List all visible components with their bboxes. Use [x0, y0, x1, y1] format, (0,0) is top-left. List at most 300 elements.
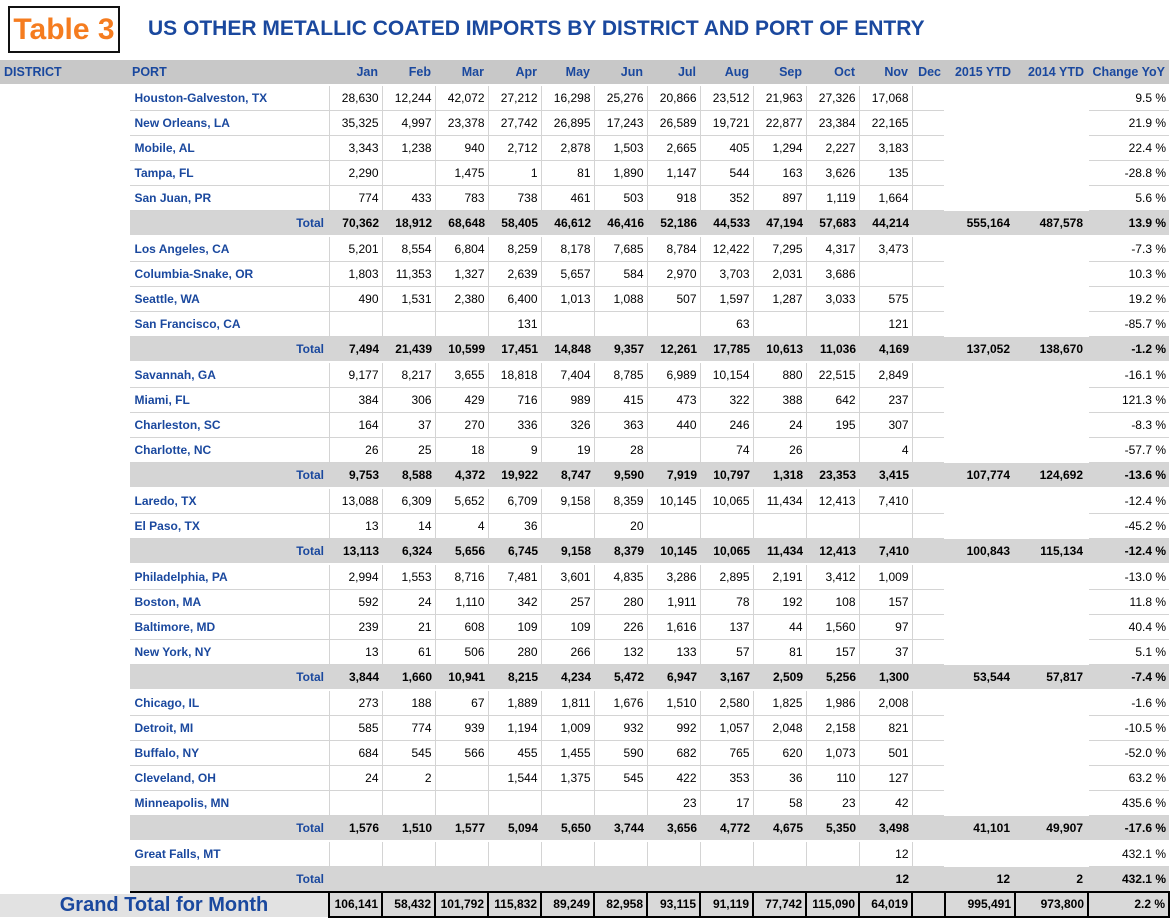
month-value-cell: 78	[700, 590, 753, 615]
month-total-cell: 5,094	[488, 816, 541, 842]
month-total-cell: 1,577	[435, 816, 488, 842]
month-value-cell: 19,721	[700, 111, 753, 136]
month-total-cell	[912, 816, 945, 842]
month-value-cell: 17,243	[594, 111, 647, 136]
port-row	[0, 615, 1169, 640]
month-value-cell: 1,676	[594, 690, 647, 716]
grand-month-cell: 64,019	[859, 892, 912, 917]
column-header-apr: Apr	[488, 60, 541, 85]
month-value-cell: 18,818	[488, 362, 541, 388]
month-value-cell: 12,422	[700, 236, 753, 262]
change-yoy-cell: 5.6 %	[1088, 186, 1169, 211]
ytd-2015-cell: 2,708	[945, 413, 1015, 438]
month-value-cell	[912, 262, 945, 287]
month-total-cell: 4,372	[435, 463, 488, 489]
ytd-2014-total-cell: 49,907	[1015, 816, 1088, 842]
month-value-cell: 306	[382, 388, 435, 413]
month-value-cell: 1,057	[700, 716, 753, 741]
month-total-cell: 52,186	[647, 211, 700, 237]
month-value-cell: 23	[806, 791, 859, 816]
port-name-cell: Miami, FL	[128, 388, 329, 413]
change-yoy-cell: -12.4 %	[1088, 488, 1169, 514]
month-value-cell	[912, 716, 945, 741]
month-value-cell: 127	[859, 766, 912, 791]
month-value-cell: 429	[435, 388, 488, 413]
month-value-cell: 10,154	[700, 362, 753, 388]
month-value-cell: 363	[594, 413, 647, 438]
month-value-cell: 592	[329, 590, 382, 615]
port-name-cell: Philadelphia, PA	[128, 564, 329, 590]
month-value-cell: 684	[329, 741, 382, 766]
month-value-cell	[329, 312, 382, 337]
month-value-cell: 1,088	[594, 287, 647, 312]
month-value-cell: 2,290	[329, 161, 382, 186]
month-total-cell: 12	[859, 867, 912, 893]
port-name-cell: Buffalo, NY	[128, 741, 329, 766]
ytd-2014-cell: 118,481	[1015, 362, 1088, 388]
month-value-cell: 682	[647, 741, 700, 766]
month-total-cell	[647, 867, 700, 893]
month-value-cell: 157	[859, 590, 912, 615]
month-value-cell: 473	[647, 388, 700, 413]
ytd-2015-cell: 250,316	[945, 111, 1015, 136]
month-value-cell: 97	[859, 615, 912, 640]
month-total-cell: 6,324	[382, 539, 435, 565]
district-cell: Great Lakes	[0, 690, 128, 841]
grand-total-row	[0, 892, 1169, 917]
ytd-2015-cell: 41,975	[945, 564, 1015, 590]
month-value-cell	[753, 841, 806, 867]
month-value-cell: 716	[488, 388, 541, 413]
month-total-cell	[912, 211, 945, 237]
month-total-cell	[912, 867, 945, 893]
month-value-cell: 501	[859, 741, 912, 766]
month-value-cell: 20,866	[647, 85, 700, 111]
change-yoy-cell: -16.1 %	[1088, 362, 1169, 388]
month-value-cell: 1,009	[541, 716, 594, 741]
month-value-cell: 11,434	[753, 488, 806, 514]
month-value-cell: 590	[594, 741, 647, 766]
ytd-2014-cell: 15,936	[1015, 161, 1088, 186]
month-total-cell: 4,169	[859, 337, 912, 363]
month-value-cell: 3,601	[541, 564, 594, 590]
month-value-cell: 20	[594, 514, 647, 539]
ytd-2015-cell: 315	[945, 312, 1015, 337]
month-value-cell: 273	[329, 690, 382, 716]
month-value-cell: 322	[700, 388, 753, 413]
grand-change-yoy-cell: 2.2 %	[1088, 892, 1169, 917]
month-total-cell: 10,941	[435, 665, 488, 691]
month-value-cell: 25,276	[594, 85, 647, 111]
month-value-cell	[912, 640, 945, 665]
month-value-cell: 58	[753, 791, 806, 816]
month-value-cell	[806, 312, 859, 337]
ytd-2015-cell: 7,936	[945, 741, 1015, 766]
change-yoy-cell: -57.7 %	[1088, 438, 1169, 463]
month-value-cell: 1,911	[647, 590, 700, 615]
month-value-cell: 503	[594, 186, 647, 211]
month-value-cell: 239	[329, 615, 382, 640]
month-value-cell	[594, 841, 647, 867]
month-value-cell: 25	[382, 438, 435, 463]
month-value-cell: 19	[541, 438, 594, 463]
month-value-cell: 897	[753, 186, 806, 211]
column-header-2015-ytd: 2015 YTD	[945, 60, 1015, 85]
port-name-cell: Baltimore, MD	[128, 615, 329, 640]
month-value-cell: 1,013	[541, 287, 594, 312]
month-value-cell: 188	[382, 690, 435, 716]
month-value-cell: 61	[382, 640, 435, 665]
month-value-cell: 2,712	[488, 136, 541, 161]
month-value-cell: 12,244	[382, 85, 435, 111]
month-value-cell: 8,359	[594, 488, 647, 514]
port-row	[0, 236, 1169, 262]
ytd-2014-cell: 87,348	[1015, 236, 1088, 262]
month-value-cell	[912, 564, 945, 590]
ytd-2015-cell: 12,509	[945, 716, 1015, 741]
month-value-cell	[382, 312, 435, 337]
month-value-cell: 6,309	[382, 488, 435, 514]
grand-month-cell: 106,141	[329, 892, 382, 917]
month-value-cell	[912, 186, 945, 211]
month-value-cell	[488, 841, 541, 867]
ytd-2014-cell: 239,744	[1015, 85, 1088, 111]
ytd-2015-cell: 22,389	[945, 136, 1015, 161]
month-total-cell: 8,215	[488, 665, 541, 691]
month-value-cell: 3,686	[806, 262, 859, 287]
month-value-cell: 8,217	[382, 362, 435, 388]
month-value-cell: 81	[753, 640, 806, 665]
ytd-2015-cell: 19,901	[945, 287, 1015, 312]
ytd-2015-total-cell: 12	[945, 867, 1015, 893]
port-name-cell: San Juan, PR	[128, 186, 329, 211]
month-total-cell: 46,612	[541, 211, 594, 237]
month-total-cell: 5,656	[435, 539, 488, 565]
month-value-cell: 1,009	[859, 564, 912, 590]
month-total-cell: 11,434	[753, 539, 806, 565]
month-value-cell	[594, 791, 647, 816]
month-value-cell: 765	[700, 741, 753, 766]
month-value-cell	[912, 85, 945, 111]
ytd-2015-cell: 99,442	[945, 362, 1015, 388]
ytd-2015-cell: 100,743	[945, 488, 1015, 514]
month-value-cell: 22,515	[806, 362, 859, 388]
month-value-cell	[647, 312, 700, 337]
month-total-cell: 1,510	[382, 816, 435, 842]
total-label-cell: Total	[128, 539, 329, 565]
month-total-cell: 13,113	[329, 539, 382, 565]
month-total-cell: 3,744	[594, 816, 647, 842]
ytd-2015-cell: 88	[945, 514, 1015, 539]
month-value-cell	[435, 841, 488, 867]
month-total-cell: 23,353	[806, 463, 859, 489]
month-value-cell: 131	[488, 312, 541, 337]
month-value-cell: 27,742	[488, 111, 541, 136]
grand-month-cell: 115,090	[806, 892, 859, 917]
month-value-cell: 774	[329, 186, 382, 211]
grand-month-cell: 58,432	[382, 892, 435, 917]
district-total-row	[0, 211, 1169, 237]
month-total-cell: 7,494	[329, 337, 382, 363]
month-value-cell: 461	[541, 186, 594, 211]
month-value-cell: 110	[806, 766, 859, 791]
change-yoy-cell: 432.1 %	[1088, 841, 1169, 867]
column-header-jan: Jan	[329, 60, 382, 85]
month-value-cell: 163	[753, 161, 806, 186]
month-value-cell: 109	[541, 615, 594, 640]
month-total-cell: 8,379	[594, 539, 647, 565]
month-total-cell: 4,772	[700, 816, 753, 842]
month-value-cell: 940	[435, 136, 488, 161]
month-value-cell: 1	[488, 161, 541, 186]
column-header-change-yoy: Change YoY	[1088, 60, 1169, 85]
district-cell: Atlantic North	[0, 564, 128, 690]
month-value-cell: 13	[329, 514, 382, 539]
month-total-cell	[541, 867, 594, 893]
port-row	[0, 590, 1169, 615]
month-value-cell: 8,716	[435, 564, 488, 590]
month-value-cell: 4,317	[806, 236, 859, 262]
port-row	[0, 716, 1169, 741]
column-header-row	[0, 60, 1169, 85]
month-value-cell: 7,481	[488, 564, 541, 590]
month-total-cell: 6,745	[488, 539, 541, 565]
change-yoy-cell: -8.3 %	[1088, 413, 1169, 438]
month-value-cell: 17	[700, 791, 753, 816]
grand-month-cell: 115,832	[488, 892, 541, 917]
month-value-cell: 1,664	[859, 186, 912, 211]
month-total-cell: 9,590	[594, 463, 647, 489]
ytd-2014-cell: 13,981	[1015, 716, 1088, 741]
month-value-cell: 342	[488, 590, 541, 615]
month-value-cell: 544	[700, 161, 753, 186]
month-value-cell: 2,380	[435, 287, 488, 312]
ytd-2015-total-cell: 53,544	[945, 665, 1015, 691]
port-row	[0, 640, 1169, 665]
column-header-feb: Feb	[382, 60, 435, 85]
month-total-cell: 3,844	[329, 665, 382, 691]
district-cell: Atlantic South	[0, 362, 128, 488]
ytd-2015-cell: 1,723	[945, 640, 1015, 665]
ytd-2015-cell: 11,353	[945, 161, 1015, 186]
month-total-cell: 57,683	[806, 211, 859, 237]
change-yoy-cell: -10.5 %	[1088, 716, 1169, 741]
month-value-cell: 6,709	[488, 488, 541, 514]
month-value-cell: 36	[488, 514, 541, 539]
ytd-2014-cell: 205,419	[1015, 111, 1088, 136]
port-row	[0, 564, 1169, 590]
ytd-2014-total-cell: 138,670	[1015, 337, 1088, 363]
month-value-cell: 1,560	[806, 615, 859, 640]
month-value-cell	[382, 791, 435, 816]
month-total-cell	[594, 867, 647, 893]
ytd-2014-cell: 32,411	[1015, 262, 1088, 287]
month-value-cell: 16,298	[541, 85, 594, 111]
port-row	[0, 388, 1169, 413]
month-total-cell: 9,753	[329, 463, 382, 489]
change-yoy-total-cell: -12.4 %	[1088, 539, 1169, 565]
month-total-cell: 44,214	[859, 211, 912, 237]
port-row	[0, 791, 1169, 816]
month-value-cell: 63	[700, 312, 753, 337]
month-value-cell	[382, 161, 435, 186]
ytd-2015-cell: 262,466	[945, 85, 1015, 111]
month-value-cell: 422	[647, 766, 700, 791]
ytd-2015-cell: 4,767	[945, 615, 1015, 640]
month-value-cell: 18	[435, 438, 488, 463]
month-total-cell: 5,350	[806, 816, 859, 842]
month-value-cell: 23,378	[435, 111, 488, 136]
month-value-cell: 2,849	[859, 362, 912, 388]
month-value-cell: 2,158	[806, 716, 859, 741]
month-value-cell	[859, 262, 912, 287]
month-total-cell	[806, 867, 859, 893]
month-total-cell	[488, 867, 541, 893]
port-row	[0, 111, 1169, 136]
month-value-cell: 280	[594, 590, 647, 615]
port-name-cell: Mobile, AL	[128, 136, 329, 161]
ytd-2015-total-cell: 107,774	[945, 463, 1015, 489]
month-total-cell	[435, 867, 488, 893]
month-value-cell: 6,804	[435, 236, 488, 262]
month-value-cell: 3,183	[859, 136, 912, 161]
month-value-cell: 28,630	[329, 85, 382, 111]
month-value-cell: 3,626	[806, 161, 859, 186]
month-value-cell: 7,410	[859, 488, 912, 514]
month-value-cell: 270	[435, 413, 488, 438]
month-value-cell: 44	[753, 615, 806, 640]
ytd-2014-total-cell: 124,692	[1015, 463, 1088, 489]
month-value-cell: 2,665	[647, 136, 700, 161]
month-value-cell	[912, 236, 945, 262]
port-name-cell: El Paso, TX	[128, 514, 329, 539]
month-value-cell: 1,475	[435, 161, 488, 186]
month-value-cell: 918	[647, 186, 700, 211]
month-value-cell: 1,119	[806, 186, 859, 211]
ytd-2015-cell: 5,301	[945, 388, 1015, 413]
port-name-cell: Savannah, GA	[128, 362, 329, 388]
month-value-cell: 9,177	[329, 362, 382, 388]
month-value-cell	[912, 438, 945, 463]
month-value-cell	[329, 791, 382, 816]
month-value-cell: 135	[859, 161, 912, 186]
month-value-cell: 2,878	[541, 136, 594, 161]
month-value-cell: 545	[594, 766, 647, 791]
month-value-cell: 24	[382, 590, 435, 615]
change-yoy-cell: 11.8 %	[1088, 590, 1169, 615]
total-label-cell: Total	[128, 867, 329, 893]
grand-month-cell: 77,742	[753, 892, 806, 917]
change-yoy-total-cell: -13.6 %	[1088, 463, 1169, 489]
ytd-2014-total-cell: 57,817	[1015, 665, 1088, 691]
port-row	[0, 312, 1169, 337]
imports-table	[0, 60, 1170, 918]
month-total-cell: 1,318	[753, 463, 806, 489]
change-yoy-cell: 63.2 %	[1088, 766, 1169, 791]
district-cell: Mexican Border	[0, 488, 128, 564]
month-value-cell: 7,295	[753, 236, 806, 262]
ytd-2014-cell: 3,396	[1015, 615, 1088, 640]
month-total-cell	[382, 867, 435, 893]
month-value-cell	[488, 791, 541, 816]
month-total-cell: 1,576	[329, 816, 382, 842]
port-name-cell: New Orleans, LA	[128, 111, 329, 136]
month-value-cell: 12	[859, 841, 912, 867]
month-value-cell: 939	[435, 716, 488, 741]
month-value-cell: 3,473	[859, 236, 912, 262]
month-total-cell	[912, 539, 945, 565]
month-value-cell: 27,326	[806, 85, 859, 111]
month-total-cell: 17,451	[488, 337, 541, 363]
month-value-cell: 2,008	[859, 690, 912, 716]
month-value-cell: 415	[594, 388, 647, 413]
month-value-cell: 266	[541, 640, 594, 665]
port-row	[0, 85, 1169, 111]
month-value-cell: 157	[806, 640, 859, 665]
month-total-cell: 5,650	[541, 816, 594, 842]
change-yoy-total-cell: 13.9 %	[1088, 211, 1169, 237]
month-value-cell: 3,286	[647, 564, 700, 590]
month-value-cell: 22,877	[753, 111, 806, 136]
month-value-cell: 67	[435, 690, 488, 716]
month-value-cell: 1,986	[806, 690, 859, 716]
month-value-cell	[806, 841, 859, 867]
month-total-cell: 58,405	[488, 211, 541, 237]
month-value-cell: 23,384	[806, 111, 859, 136]
month-value-cell: 9,158	[541, 488, 594, 514]
column-header-district: DISTRICT	[0, 60, 128, 85]
month-value-cell: 307	[859, 413, 912, 438]
month-total-cell: 7,410	[859, 539, 912, 565]
month-value-cell: 989	[541, 388, 594, 413]
month-value-cell: 1,553	[382, 564, 435, 590]
port-row	[0, 690, 1169, 716]
grand-month-cell: 101,792	[435, 892, 488, 917]
ytd-2014-cell: 8,187	[1015, 186, 1088, 211]
grand-ytd-2014-cell: 973,800	[1015, 892, 1088, 917]
month-total-cell: 46,416	[594, 211, 647, 237]
ytd-2015-total-cell: 137,052	[945, 337, 1015, 363]
column-header-sep: Sep	[753, 60, 806, 85]
grand-month-cell: 91,119	[700, 892, 753, 917]
port-name-cell: Charleston, SC	[128, 413, 329, 438]
month-value-cell: 11,353	[382, 262, 435, 287]
month-value-cell: 575	[859, 287, 912, 312]
month-value-cell: 26,895	[541, 111, 594, 136]
month-total-cell: 4,234	[541, 665, 594, 691]
month-value-cell: 388	[753, 388, 806, 413]
month-value-cell: 237	[859, 388, 912, 413]
month-value-cell	[912, 362, 945, 388]
month-value-cell: 992	[647, 716, 700, 741]
month-value-cell: 384	[329, 388, 382, 413]
change-yoy-total-cell: -7.4 %	[1088, 665, 1169, 691]
month-value-cell: 28	[594, 438, 647, 463]
ytd-2014-cell: 114,974	[1015, 488, 1088, 514]
port-name-cell: Cleveland, OH	[128, 766, 329, 791]
month-total-cell: 10,145	[647, 539, 700, 565]
ytd-2015-cell: 80,972	[945, 236, 1015, 262]
grand-month-cell	[912, 892, 945, 917]
month-total-cell: 1,300	[859, 665, 912, 691]
month-total-cell: 10,797	[700, 463, 753, 489]
district-cell: Canadian Border	[0, 841, 128, 892]
port-row	[0, 766, 1169, 791]
grand-month-cell: 93,115	[647, 892, 700, 917]
month-total-cell: 3,415	[859, 463, 912, 489]
month-value-cell	[541, 841, 594, 867]
port-name-cell: Tampa, FL	[128, 161, 329, 186]
